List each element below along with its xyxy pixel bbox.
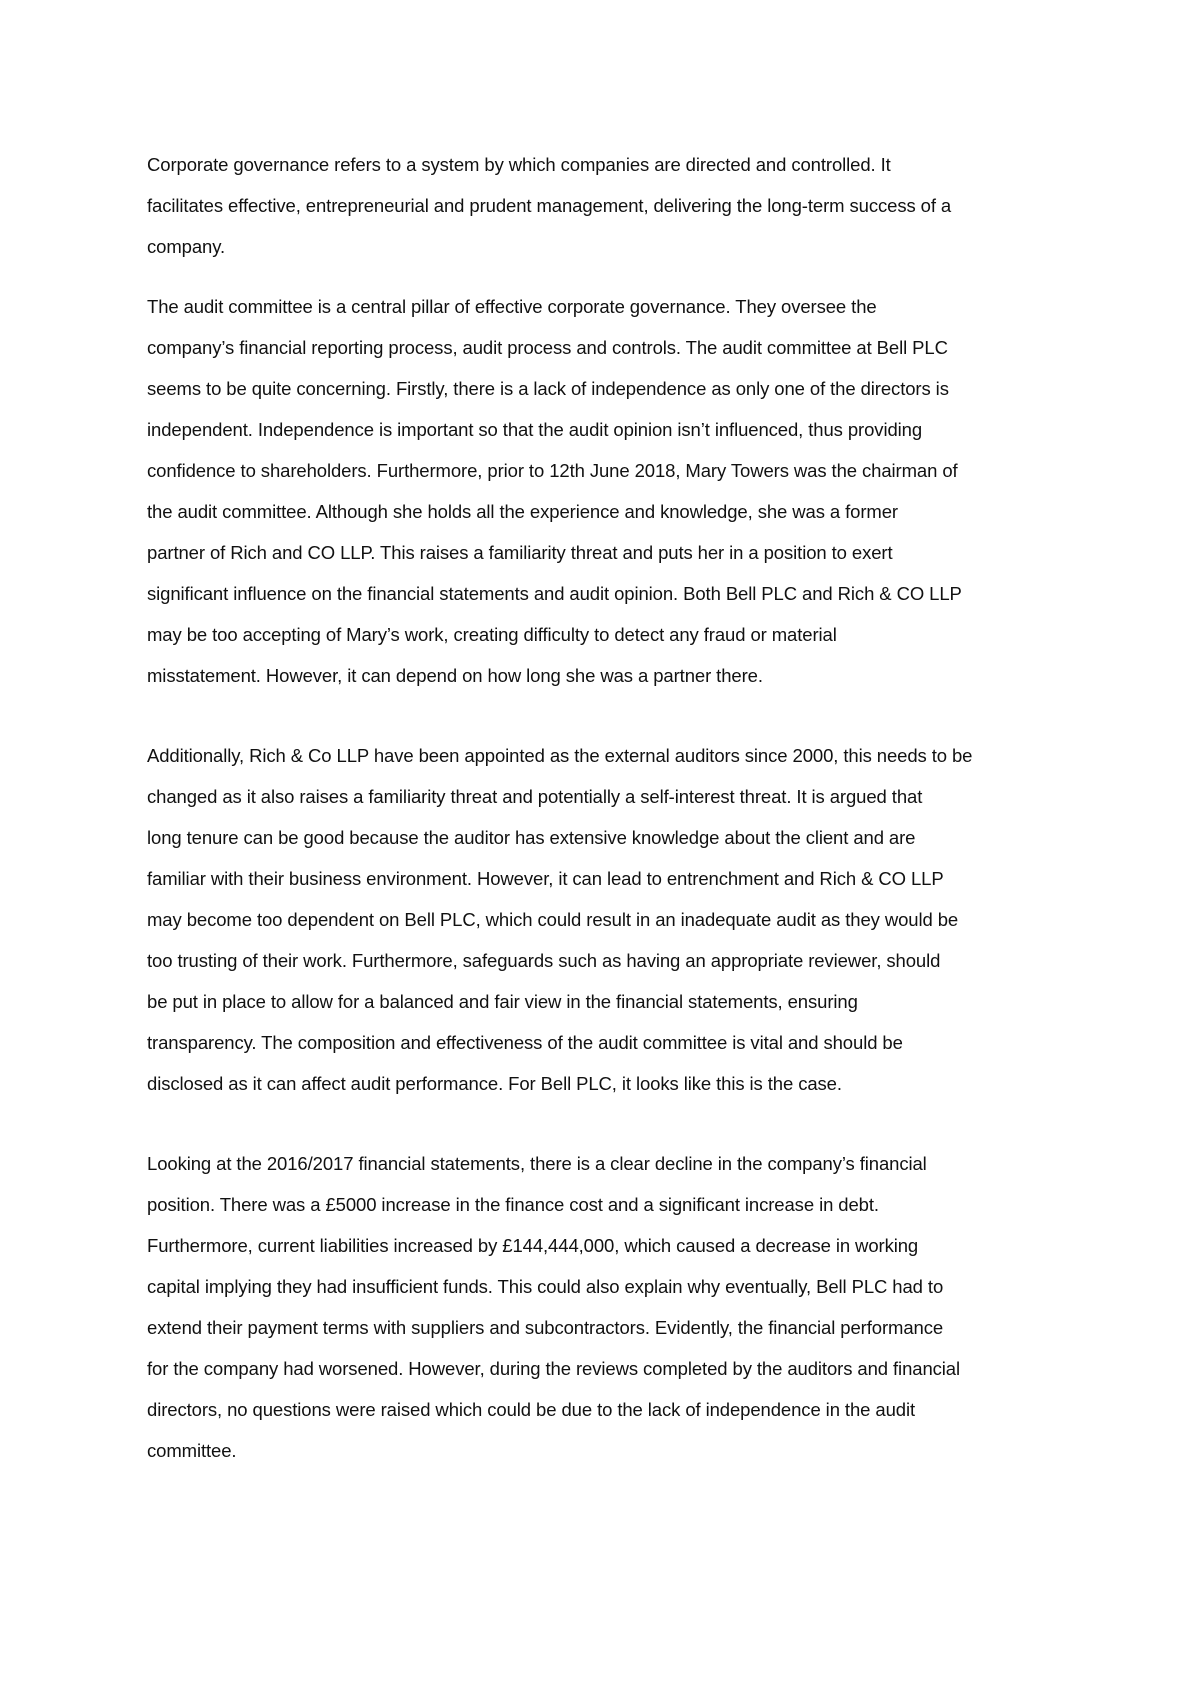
text-line: company’s financial reporting process, audit process and controls. The audit committee at Bell PLC <box>147 337 948 358</box>
text-line: Additionally, Rich & Co LLP have been appointed as the external auditors since 2000, this needs to be <box>147 745 973 766</box>
text-line: independent. Independence is important so that the audit opinion isn’t influenced, thus providing <box>147 419 923 440</box>
text-line: familiar with their business environment. However, it can lead to entrenchment and Rich & CO LLP <box>147 868 944 889</box>
text-line: partner of Rich and CO LLP. This raises a familiarity threat and puts her in a position to exert <box>147 542 893 563</box>
text-line: The audit committee is a central pillar of effective corporate governance. They oversee the <box>147 296 877 317</box>
text-line: changed as it also raises a familiarity threat and potentially a self-interest threat. It is argued that <box>147 786 923 807</box>
text-line: seems to be quite concerning. Firstly, there is a lack of independence as only one of the directors is <box>147 378 949 399</box>
paragraph-financial-statements <box>147 1143 1057 1471</box>
text-line: facilitates effective, entrepreneurial and prudent management, delivering the long-term success of a <box>147 195 952 216</box>
text-line: position. There was a £5000 increase in the finance cost and a significant increase in debt. <box>147 1194 879 1215</box>
text-line: may be too accepting of Mary’s work, creating difficulty to detect any fraud or material <box>147 624 837 645</box>
text-line: extend their payment terms with suppliers and subcontractors. Evidently, the financial performance <box>147 1317 944 1338</box>
paragraph-corporate-governance <box>147 144 1057 267</box>
text-line: the audit committee. Although she holds all the experience and knowledge, she was a former <box>147 501 898 522</box>
text-line: Looking at the 2016/2017 financial statements, there is a clear decline in the company’s financial <box>147 1153 927 1174</box>
paragraph-external-auditors <box>147 735 1057 1104</box>
paragraph-spacer <box>147 267 1057 286</box>
text-line: be put in place to allow for a balanced and fair view in the financial statements, ensuring <box>147 991 858 1012</box>
text-line: capital implying they had insufficient funds. This could also explain why eventually, Bell PLC had to <box>147 1276 944 1297</box>
text-line: directors, no questions were raised which could be due to the lack of independence in the audit <box>147 1399 915 1420</box>
text-line: confidence to shareholders. Furthermore, prior to 12th June 2018, Mary Towers was the chairman of <box>147 460 958 481</box>
text-line: committee. <box>147 1440 237 1461</box>
text-line: long tenure can be good because the auditor has extensive knowledge about the client and are <box>147 827 916 848</box>
text-line: Corporate governance refers to a system by which companies are directed and controlled. It <box>147 154 891 175</box>
paragraph-audit-committee <box>147 286 1057 696</box>
paragraph-spacer <box>147 1104 1057 1143</box>
paragraph-spacer <box>147 696 1057 735</box>
text-line: too trusting of their work. Furthermore, safeguards such as having an appropriate reviewer, should <box>147 950 941 971</box>
text-line: transparency. The composition and effectiveness of the audit committee is vital and should be <box>147 1032 903 1053</box>
document-body <box>147 144 1057 1471</box>
text-line: company. <box>147 236 226 257</box>
text-line: may become too dependent on Bell PLC, which could result in an inadequate audit as they would be <box>147 909 959 930</box>
text-line: Furthermore, current liabilities increased by £144,444,000, which caused a decrease in working <box>147 1235 919 1256</box>
text-line: for the company had worsened. However, during the reviews completed by the auditors and financial <box>147 1358 960 1379</box>
text-line: significant influence on the financial statements and audit opinion. Both Bell PLC and Rich & CO LLP <box>147 583 962 604</box>
text-line: disclosed as it can affect audit performance. For Bell PLC, it looks like this is the case. <box>147 1073 842 1094</box>
text-line: misstatement. However, it can depend on how long she was a partner there. <box>147 665 763 686</box>
